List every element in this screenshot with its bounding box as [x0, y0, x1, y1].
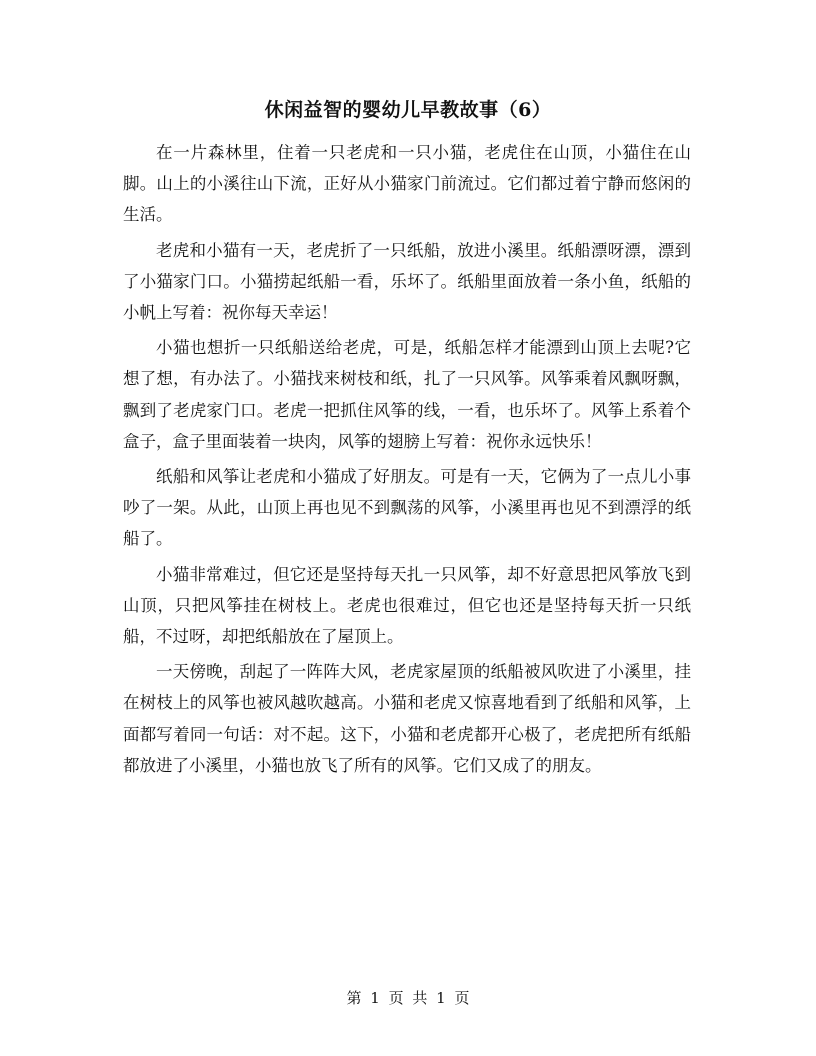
document-title: 休闲益智的婴幼儿早教故事（6） [264, 99, 552, 121]
story-paragraph-5: 小猫非常难过，但它还是坚持每天扎一只风筝，却不好意思把风筝放飞到山顶，只把风筝挂在树枝上。老虎也很难过，但它也还是坚持每天折一只纸船，不过呀，却把纸船放在了屋顶上。 [123, 564, 691, 647]
story-paragraph-2: 老虎和小猫有一天，老虎折了一只纸船，放进小溪里。纸船漂呀漂，漂到了小猫家门口。小猫捞起纸船一看，乐坏了。纸船里面放着一条小鱼，纸船的小帆上写着：祝你每天幸运！ [123, 240, 691, 323]
story-body [123, 137, 691, 781]
story-paragraph-1: 在一片森林里，住着一只老虎和一只小猫，老虎住在山顶，小猫住在山脚。山上的小溪往山下流，正好从小猫家门前流过。它们都过着宁静而悠闲的生活。 [123, 143, 691, 225]
page-number-footer: 第 1 页 共 1 页 [346, 989, 470, 1007]
story-paragraph-3: 小猫也想折一只纸船送给老虎，可是，纸船怎样才能漂到山顶上去呢?它想了想，有办法了。小猫找来树枝和纸，扎了一只风筝。风筝乘着风飘呀飘，飘到了老虎家门口。老虎一把抓住风筝的线，一看，也乐坏了。风筝上系着个盒子，盒子里面装着一块肉，风筝的翅膀上写着：祝你永远快乐！ [123, 338, 691, 451]
story-paragraph-4: 纸船和风筝让老虎和小猫成了好朋友。可是有一天，它俩为了一点儿小事吵了一架。从此，山顶上再也见不到飘荡的风筝，小溪里再也见不到漂浮的纸船了。 [123, 467, 691, 549]
story-paragraph-6: 一天傍晚，刮起了一阵阵大风，老虎家屋顶的纸船被风吹进了小溪里，挂在树枝上的风筝也被风越吹越高。小猫和老虎又惊喜地看到了纸船和风筝，上面都写着同一句话：对不起。这下，小猫和老虎都开心极了，老虎把所有纸船都放进了小溪里，小猫也放飞了所有的风筝。它们又成了的朋友。 [123, 662, 691, 775]
